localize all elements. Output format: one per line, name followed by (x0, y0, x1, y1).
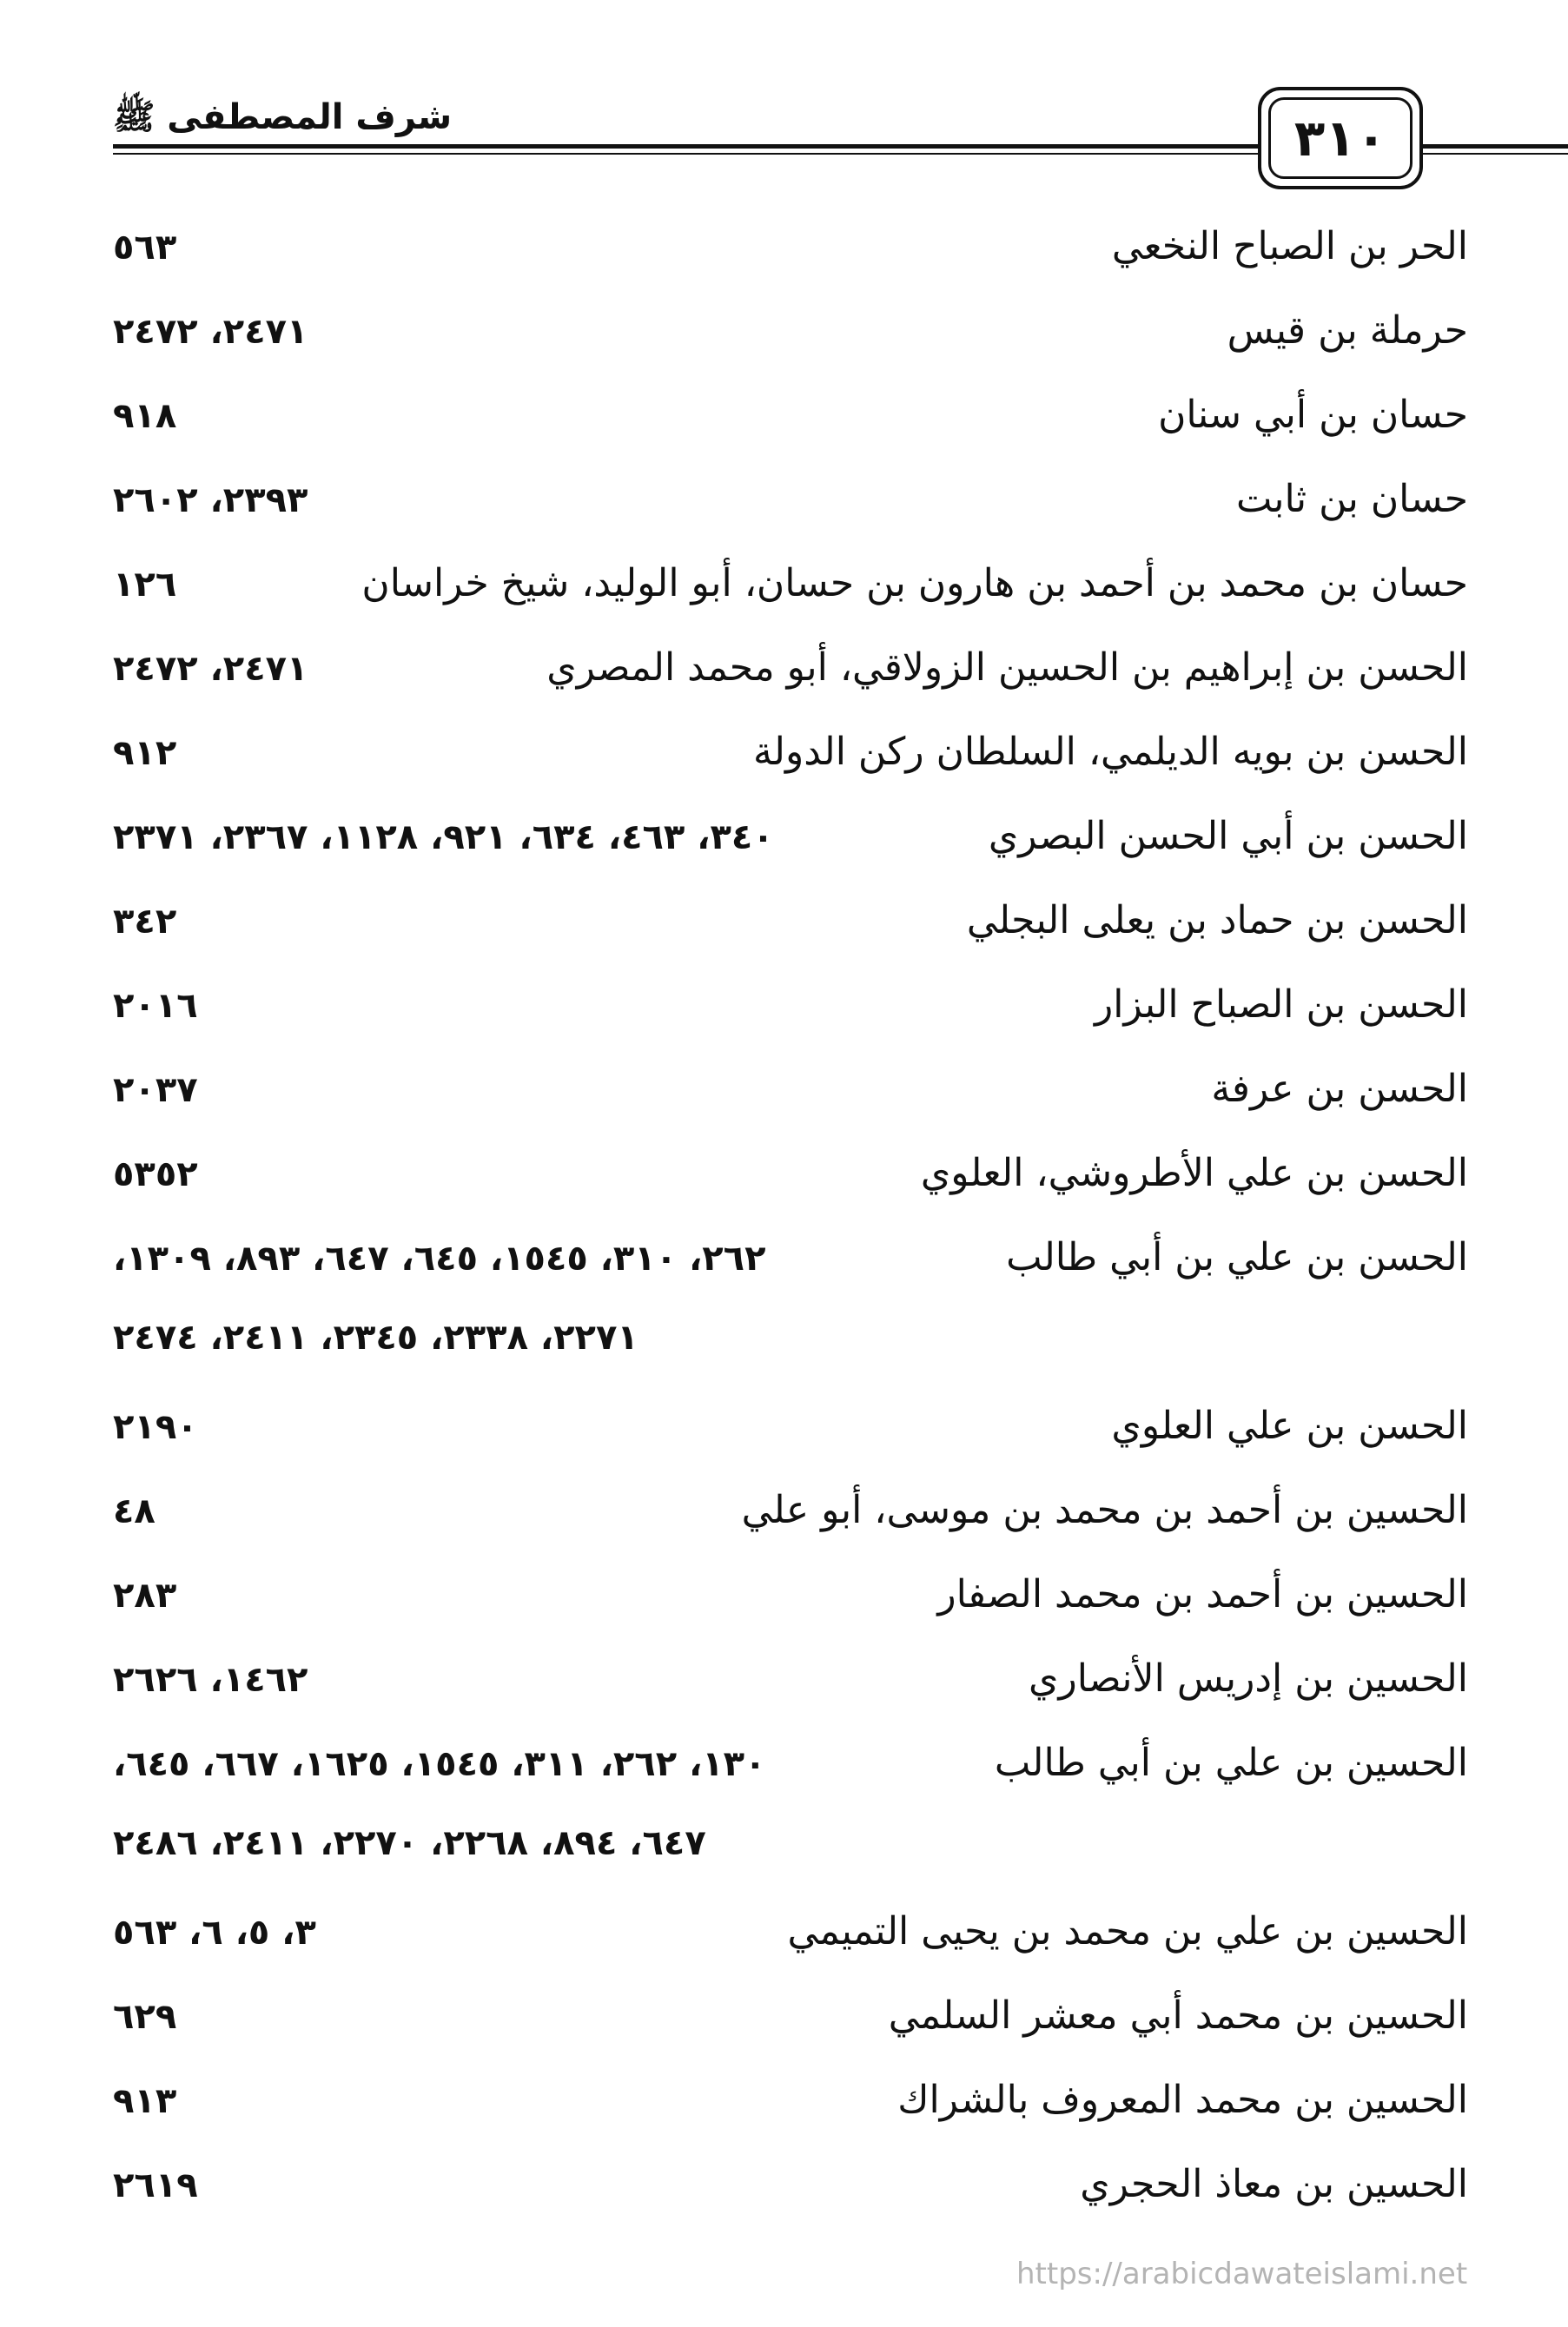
entry-pages: ٩١٣ (113, 2081, 177, 2121)
entry-pages: ٩١٨ (113, 396, 177, 436)
entry-pages: ٢٠١٦ (113, 986, 198, 1026)
index-entry (113, 723, 1468, 807)
index-entry (113, 1649, 1468, 1734)
entry-name: الحسن بن أبي الحسن البصري (988, 814, 1468, 858)
index-line-continuation (113, 1818, 1468, 1902)
index-line (113, 638, 1468, 723)
entry-name: الحسن بن الصباح البزار (1094, 982, 1468, 1027)
header-rule-thin (113, 153, 1268, 155)
header-rule-right-thin (1420, 153, 1568, 155)
watermark-url: https://arabicdawateislami.net (1016, 2257, 1468, 2291)
entry-name: الحسين بن إدريس الأنصاري (1029, 1656, 1468, 1701)
entry-name: حسان بن ثابت (1236, 477, 1468, 521)
entry-pages: ١٢٦ (113, 565, 177, 605)
index-line (113, 1060, 1468, 1144)
entry-name: الحسين بن معاذ الحجري (1080, 2162, 1468, 2206)
entry-name: الحسين بن علي بن محمد بن يحيى التميمي (787, 1909, 1468, 1953)
index-line (113, 1649, 1468, 1734)
index-entry (113, 1987, 1468, 2071)
index-line (113, 2071, 1468, 2155)
index-line (113, 891, 1468, 975)
page-number: ٣١٠ (1268, 97, 1413, 179)
index-line (113, 217, 1468, 301)
index-line (113, 386, 1468, 470)
index-line-continuation (113, 1312, 1468, 1397)
index-line (113, 1565, 1468, 1649)
header-rule (113, 144, 1268, 149)
index-line (113, 1397, 1468, 1481)
index-entry (113, 975, 1468, 1060)
entry-name: الحسين بن علي بن أبي طالب (994, 1741, 1468, 1785)
entry-pages: ٤٨ (113, 1491, 155, 1531)
index-entry (113, 470, 1468, 554)
entry-name: الحسن بن حماد بن يعلى البجلي (966, 898, 1468, 942)
index-line (113, 1481, 1468, 1565)
page-number-badge (1258, 87, 1423, 189)
index-entry (113, 891, 1468, 975)
index-entry (113, 1060, 1468, 1144)
index-line (113, 1902, 1468, 1987)
entry-name: الحسن بن علي الأطروشي، العلوي (920, 1151, 1468, 1195)
entry-name: الحسين بن محمد أبي معشر السلمي (888, 1993, 1468, 2038)
entry-name: الحسن بن عرفة (1211, 1067, 1468, 1111)
entry-pages: ٣٤٢ (113, 902, 177, 942)
index-line (113, 723, 1468, 807)
entry-pages-continued: ٢٢٧١، ٢٣٣٨، ٢٣٤٥، ٢٤١١، ٢٤٧٤ (113, 1318, 638, 1358)
page-header (113, 87, 1468, 200)
index-line (113, 1144, 1468, 1228)
index-entry (113, 1734, 1468, 1902)
entry-name: حسان بن أبي سنان (1158, 393, 1468, 437)
index-line (113, 1228, 1468, 1312)
entry-pages: ٢٦٢، ٣١٠، ١٥٤٥، ٦٤٥، ٦٤٧، ٨٩٣، ١٣٠٩، (113, 1239, 766, 1279)
index-entry (113, 638, 1468, 723)
entry-name: الحسن بن علي العلوي (1111, 1404, 1468, 1448)
entry-pages: ٢٤٧١، ٢٤٧٢ (113, 649, 308, 689)
header-rule-right (1420, 144, 1568, 149)
entry-pages: ٣٤٠، ٤٦٣، ٦٣٤، ٩٢١، ١١٢٨، ٢٣٦٧، ٢٣٧١ (113, 817, 774, 857)
index-line (113, 554, 1468, 638)
index-line (113, 1734, 1468, 1818)
entry-name: الحسن بن بويه الديلمي، السلطان ركن الدولة (752, 730, 1468, 774)
entry-pages: ٢٨٣ (113, 1576, 177, 1616)
index-entry (113, 2155, 1468, 2239)
entry-pages: ٩١٢ (113, 733, 177, 773)
entry-pages: ١٣٠، ٢٦٢، ٣١١، ١٥٤٥، ١٦٢٥، ٦٦٧، ٦٤٥، (113, 1744, 766, 1784)
entry-pages: ٦٢٩ (113, 1997, 177, 2037)
entry-name: الحسين بن أحمد بن محمد بن موسى، أبو علي (741, 1488, 1468, 1532)
entry-name: حسان بن محمد بن أحمد بن هارون بن حسان، أبو الوليد، شيخ خراسان (361, 561, 1468, 605)
index-line (113, 2155, 1468, 2239)
entry-pages: ٢١٩٠ (113, 1407, 198, 1447)
index-entries (113, 217, 1468, 2239)
index-entry (113, 807, 1468, 891)
entry-pages: ١٤٦٢، ٢٦٢٦ (113, 1660, 308, 1700)
index-line (113, 470, 1468, 554)
index-line (113, 1987, 1468, 2071)
entry-name: حرملة بن قيس (1227, 308, 1468, 353)
index-entry (113, 386, 1468, 470)
entry-pages: ٥٣٥٢ (113, 1154, 198, 1194)
entry-pages-continued: ٦٤٧، ٨٩٤، ٢٢٦٨، ٢٢٧٠، ٢٤١١، ٢٤٨٦ (113, 1823, 706, 1863)
index-entry (113, 1481, 1468, 1565)
entry-pages: ٢٤٧١، ٢٤٧٢ (113, 312, 308, 352)
entry-pages: ٢٠٣٧ (113, 1070, 198, 1110)
index-entry (113, 1228, 1468, 1397)
index-entry (113, 217, 1468, 301)
index-line (113, 301, 1468, 386)
index-line (113, 975, 1468, 1060)
entry-name: الحسن بن علي بن أبي طالب (1006, 1235, 1468, 1279)
book-title: شرف المصطفى ﷺ (113, 97, 453, 137)
entry-pages: ٢٣٩٣، ٢٦٠٢ (113, 480, 308, 520)
entry-pages: ٢٦١٩ (113, 2165, 198, 2205)
entry-pages: ٥٦٣ (113, 228, 177, 268)
index-entry (113, 1397, 1468, 1481)
index-entry (113, 301, 1468, 386)
entry-name: الحسين بن محمد المعروف بالشراك (897, 2078, 1468, 2122)
index-line (113, 807, 1468, 891)
index-entry (113, 1144, 1468, 1228)
entry-name: الحسن بن إبراهيم بن الحسين الزولاقي، أبو محمد المصري (546, 645, 1468, 690)
index-entry (113, 554, 1468, 638)
entry-pages: ٣، ٥، ٦، ٥٦٣ (113, 1913, 316, 1953)
index-entry (113, 2071, 1468, 2155)
index-entry (113, 1902, 1468, 1987)
entry-name: الحسين بن أحمد بن محمد الصفار (937, 1572, 1468, 1616)
entry-name: الحر بن الصباح النخعي (1111, 224, 1468, 268)
index-entry (113, 1565, 1468, 1649)
